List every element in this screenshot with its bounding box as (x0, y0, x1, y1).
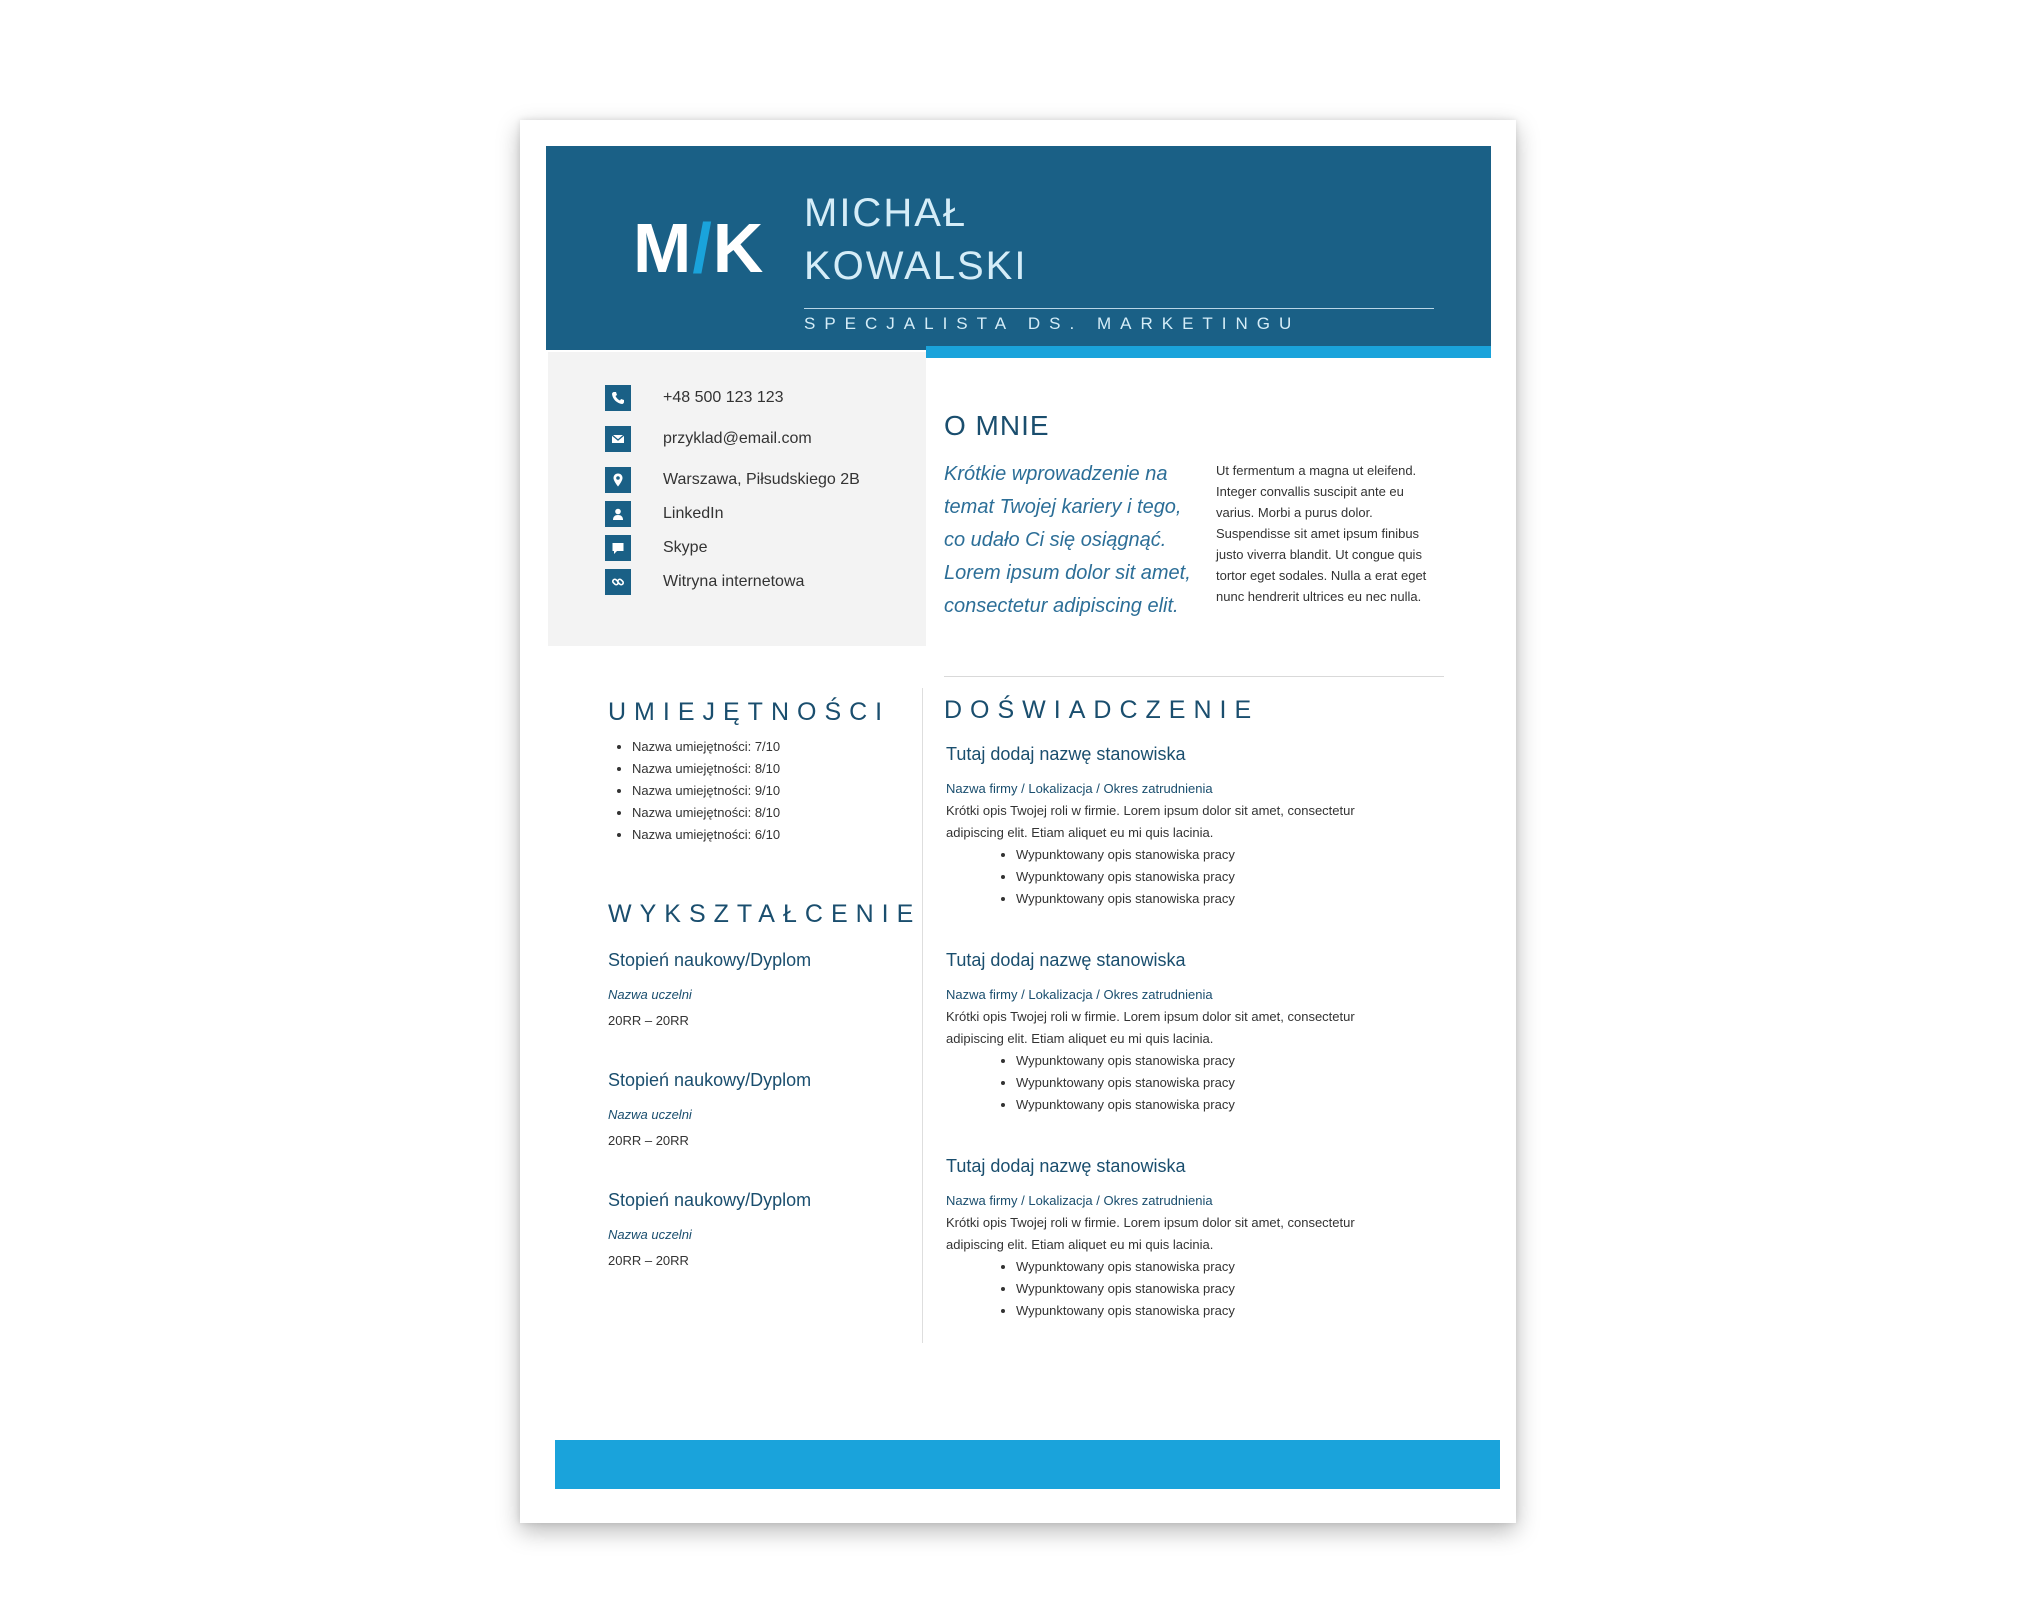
contact-text: +48 500 123 123 (663, 389, 784, 406)
header-accent-strip (926, 346, 1491, 358)
list-item: • Wypunktowany opis stanowiska pracy (1016, 1256, 1416, 1278)
phone-icon (605, 385, 631, 411)
education-entry (608, 1070, 811, 1148)
contact-text: Witryna internetowa (663, 573, 805, 590)
about-heading: O MNIE (944, 410, 1050, 441)
years: 20RR – 20RR (608, 1253, 689, 1268)
skills-heading: UMIEJĘTNOŚCI (608, 698, 891, 726)
contact-linkedin (605, 500, 724, 528)
contact-website (605, 568, 805, 596)
contact-text: Warszawa, Piłsudskiego 2B (663, 471, 860, 488)
monogram-slash: / (692, 209, 713, 287)
contact-panel (548, 352, 926, 646)
school-name: Nazwa uczelni (608, 1227, 692, 1242)
chat-icon (605, 535, 631, 561)
school-name: Nazwa uczelni (608, 1107, 692, 1122)
link-icon (605, 569, 631, 595)
job-description: Krótki opis Twojej roli w firmie. Lorem ipsum dolor sit amet, consectetur adipiscing elit. Etiam aliquet eu mi quis lacinia. (946, 1009, 1355, 1046)
list-item: • Nazwa umiejętności: 6/10 (632, 824, 780, 846)
degree: Stopień naukowy/Dyplom (608, 1070, 812, 1090)
about-intro: Krótkie wprowadzenie na temat Twojej kariery i tego, co udało Ci się osiągnąć. Lorem ipsum dolor sit amet, consectetur adipiscing elit. (944, 463, 1191, 617)
job-description: Krótki opis Twojej roli w firmie. Lorem ipsum dolor sit amet, consectetur adipiscing elit. Etiam aliquet eu mi quis lacinia. (946, 803, 1355, 840)
contact-email (605, 425, 812, 453)
list-item: • Nazwa umiejętności: 9/10 (632, 780, 780, 802)
user-icon (605, 501, 631, 527)
list-item: • Wypunktowany opis stanowiska pracy (1016, 1278, 1416, 1300)
contact-skype (605, 534, 708, 562)
job-bullets (946, 1050, 1416, 1116)
contact-text: przyklad@email.com (663, 430, 812, 447)
years: 20RR – 20RR (608, 1013, 689, 1028)
company-line: Nazwa firmy / Lokalizacja / Okres zatrudnienia (946, 987, 1213, 1002)
position-title: Tutaj dodaj nazwę stanowiska (946, 744, 1186, 764)
contact-phone (605, 384, 784, 412)
monogram-logo (633, 208, 764, 288)
degree: Stopień naukowy/Dyplom (608, 950, 812, 970)
position-title: Tutaj dodaj nazwę stanowiska (946, 950, 1186, 970)
job-bullets (946, 1256, 1416, 1322)
header-banner (546, 146, 1491, 350)
years: 20RR – 20RR (608, 1133, 689, 1148)
list-item: • Wypunktowany opis stanowiska pracy (1016, 866, 1416, 888)
list-item: • Wypunktowany opis stanowiska pracy (1016, 888, 1416, 910)
degree: Stopień naukowy/Dyplom (608, 1190, 812, 1210)
first-name: MICHAŁ (804, 191, 968, 235)
header-divider (804, 308, 1434, 309)
list-item: • Wypunktowany opis stanowiska pracy (1016, 1300, 1416, 1322)
list-item: • Wypunktowany opis stanowiska pracy (1016, 1050, 1416, 1072)
list-item: • Nazwa umiejętności: 8/10 (632, 758, 780, 780)
column-divider (922, 688, 923, 1343)
section-divider (944, 676, 1444, 677)
education-entry (608, 1190, 811, 1268)
resume-sheet (520, 120, 1516, 1523)
education-entry (608, 950, 811, 1028)
experience-heading: DOŚWIADCZENIE (944, 696, 1260, 724)
about-body: Ut fermentum a magna ut eleifend. Integer convallis suscipit ante eu varius. Morbi a purus dolor. Suspendisse sit amet ipsum finibus justo viverra blandit. Ut congue quis tortor eget sodales. Nulla a erat eget nunc hendrerit ultrices eu nec nulla. (1216, 463, 1427, 604)
job-bullets (946, 844, 1416, 910)
job-title: SPECJALISTA DS. MARKETINGU (804, 314, 1301, 333)
monogram-right: K (712, 209, 765, 287)
list-item: • Wypunktowany opis stanowiska pracy (1016, 844, 1416, 866)
monogram-left: M (633, 209, 693, 287)
skills-list (608, 736, 780, 846)
company-line: Nazwa firmy / Lokalizacja / Okres zatrudnienia (946, 781, 1213, 796)
list-item: • Wypunktowany opis stanowiska pracy (1016, 1072, 1416, 1094)
job-description: Krótki opis Twojej roli w firmie. Lorem ipsum dolor sit amet, consectetur adipiscing elit. Etiam aliquet eu mi quis lacinia. (946, 1215, 1355, 1252)
education-heading: WYKSZTAŁCENIE (608, 900, 922, 928)
experience-entry (946, 744, 1416, 910)
footer-bar (555, 1440, 1500, 1489)
school-name: Nazwa uczelni (608, 987, 692, 1002)
last-name: KOWALSKI (804, 244, 1028, 288)
experience-entry (946, 950, 1416, 1116)
experience-entry (946, 1156, 1416, 1322)
contact-text: LinkedIn (663, 505, 724, 522)
list-item: • Nazwa umiejętności: 7/10 (632, 736, 780, 758)
company-line: Nazwa firmy / Lokalizacja / Okres zatrudnienia (946, 1193, 1213, 1208)
list-item: • Nazwa umiejętności: 8/10 (632, 802, 780, 824)
contact-address (605, 466, 860, 494)
email-icon (605, 426, 631, 452)
position-title: Tutaj dodaj nazwę stanowiska (946, 1156, 1186, 1176)
list-item: • Wypunktowany opis stanowiska pracy (1016, 1094, 1416, 1116)
contact-text: Skype (663, 539, 708, 556)
location-icon (605, 467, 631, 493)
